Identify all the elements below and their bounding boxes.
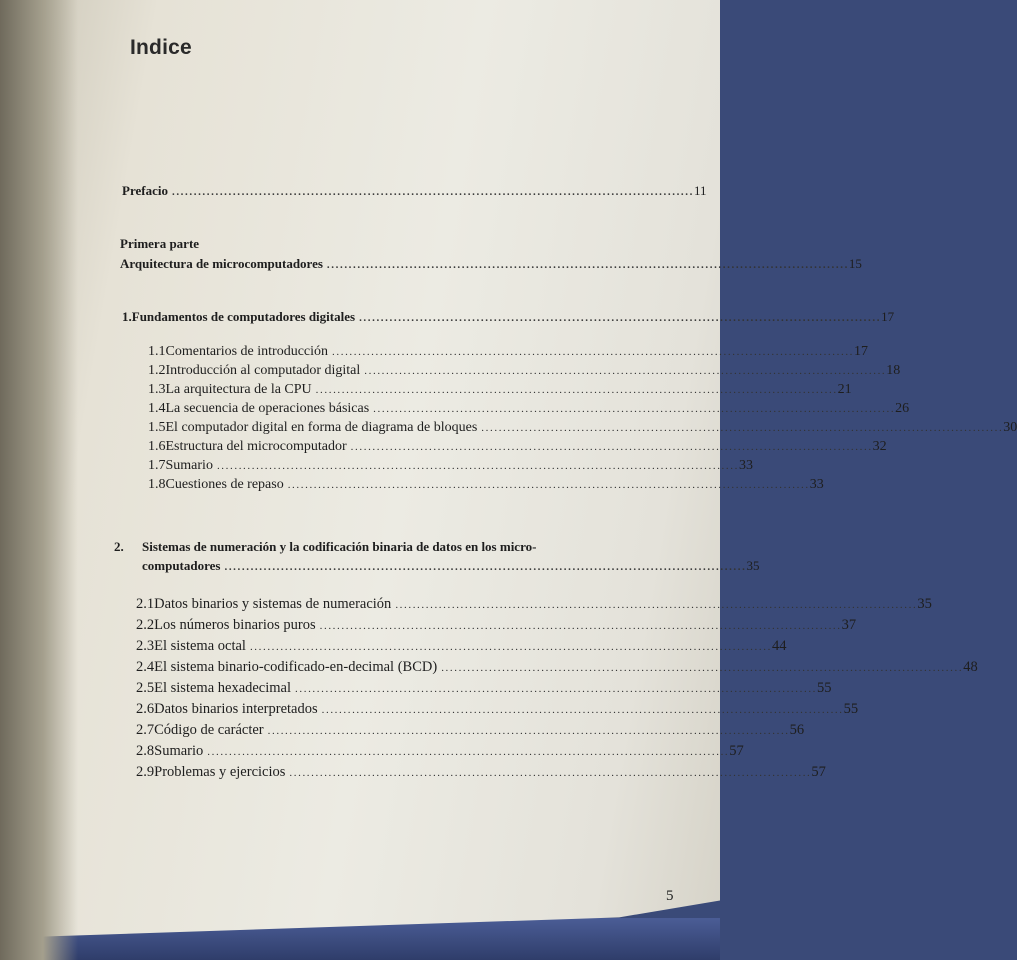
toc-entry-title: Sumario xyxy=(154,743,204,759)
toc-entry-title: Prefacio xyxy=(122,183,168,198)
toc-section xyxy=(136,659,978,676)
toc-section xyxy=(136,617,857,634)
section-number: 1.5 xyxy=(148,420,166,435)
dot-leader: ........................................................................................................................ xyxy=(326,259,849,271)
toc-section xyxy=(148,439,887,455)
dot-leader: ........................................................................................................................ xyxy=(332,346,855,358)
section-number: 2.8 xyxy=(136,743,155,759)
toc-entry-title: Arquitectura de microcomputadores xyxy=(120,256,323,271)
toc-entry-prefacio xyxy=(122,183,707,199)
dot-leader: ........................................................................................................................ xyxy=(171,186,694,198)
section-number: 2.3 xyxy=(136,638,155,654)
toc-entry-page: 37 xyxy=(841,617,857,633)
toc-section xyxy=(136,638,787,655)
dot-leader: ........................................................................................................................ xyxy=(364,365,887,377)
dot-leader: ........................................................................................................................ xyxy=(216,460,739,472)
toc-entry-page: 21 xyxy=(837,382,852,397)
toc-entry-title: Datos binarios y sistemas de numeración xyxy=(154,596,392,612)
section-number: 2.7 xyxy=(136,722,155,738)
chapter-number: 2. xyxy=(114,539,124,554)
toc-section xyxy=(136,701,859,718)
toc-entry-title: El sistema octal xyxy=(154,638,246,654)
toc-entry-page: 57 xyxy=(729,743,744,759)
toc-section xyxy=(148,344,869,360)
dot-leader: ........................................................................................................................ xyxy=(295,683,818,695)
section-number: 1.3 xyxy=(148,382,166,397)
toc-section xyxy=(136,764,826,781)
toc-chapter-2-line1 xyxy=(114,539,536,555)
toc-entry-title: Introducción al computador digital xyxy=(165,363,361,378)
section-number: 2.1 xyxy=(136,596,155,612)
toc-entry-page: 30 xyxy=(1003,420,1017,435)
toc-entry-page: 11 xyxy=(693,183,707,198)
dot-leader: ........................................................................................................................ xyxy=(373,403,896,415)
toc-section xyxy=(148,420,1017,436)
toc-entry-title: El sistema binario-codificado-en-decimal (BCD) xyxy=(154,659,438,675)
toc-entry-title: El sistema hexadecimal xyxy=(154,680,292,696)
section-number: 2.6 xyxy=(136,701,155,717)
dot-leader: ........................................................................................................................ xyxy=(441,662,964,674)
section-number: 2.9 xyxy=(136,764,155,780)
toc-entry-page: 48 xyxy=(963,659,978,675)
toc-entry-page: 17 xyxy=(854,344,869,359)
toc-entry-page: 55 xyxy=(843,701,859,717)
toc-entry-title: Datos binarios interpretados xyxy=(154,701,318,717)
dot-leader: ........................................................................................................................ xyxy=(287,479,810,491)
toc-entry-title: Sistemas de numeración y la codificación binaria de datos en los micro- xyxy=(142,539,537,554)
toc-section xyxy=(136,680,832,697)
dot-leader: ........................................................................................................................ xyxy=(207,746,730,758)
toc-section xyxy=(136,722,805,739)
dot-leader: ........................................................................................................................ xyxy=(249,641,772,653)
toc-section xyxy=(148,458,753,474)
toc-entry-page: 15 xyxy=(848,256,862,271)
toc-entry-page: 44 xyxy=(771,638,787,654)
toc-entry-page: 35 xyxy=(746,558,760,573)
toc-chapter-1 xyxy=(122,309,895,325)
toc-entry-page: 35 xyxy=(917,596,932,612)
section-number: 2.5 xyxy=(136,680,155,696)
toc-section xyxy=(148,477,824,493)
toc-entry-page: 55 xyxy=(817,680,832,696)
toc-section xyxy=(136,596,932,613)
toc-section xyxy=(148,382,852,398)
toc-entry-page: 56 xyxy=(789,722,805,738)
toc-entry-title: Sumario xyxy=(165,458,213,473)
page-number: 5 xyxy=(666,888,674,904)
toc-chapter-2 xyxy=(142,558,760,574)
part-label: Primera parte xyxy=(120,236,200,251)
toc-entry-page: 26 xyxy=(895,401,910,416)
toc-entry-title-continued: computadores xyxy=(142,558,221,573)
section-number: 2.2 xyxy=(136,617,155,633)
section-number: 1.2 xyxy=(148,363,166,378)
toc-section xyxy=(148,363,901,379)
section-number: 1.4 xyxy=(148,401,166,416)
toc-entry-page: 57 xyxy=(811,764,826,780)
section-number: 2.4 xyxy=(136,659,155,675)
toc-section xyxy=(148,401,910,417)
section-number: 1.7 xyxy=(148,458,166,473)
page-title: Indice xyxy=(130,36,192,59)
toc-entry-title: Fundamentos de computadores digitales xyxy=(131,309,356,324)
toc-entry-title: Estructura del microcomputador xyxy=(165,439,347,454)
toc-entry-part xyxy=(120,256,862,272)
section-number: 1.8 xyxy=(148,477,166,492)
dot-leader: ........................................................................................................................ xyxy=(481,422,1004,434)
dot-leader: ........................................................................................................................ xyxy=(319,620,842,632)
toc-entry-title: La arquitectura de la CPU xyxy=(165,382,312,397)
toc-entry-title: Cuestiones de repaso xyxy=(165,477,284,492)
toc-entry-title: El computador digital en forma de diagrama de bloques xyxy=(165,420,478,435)
dot-leader: ........................................................................................................................ xyxy=(224,561,747,573)
dot-leader: ........................................................................................................................ xyxy=(267,725,790,737)
toc-entry-page: 33 xyxy=(809,477,824,492)
toc-entry-title: Los números binarios puros xyxy=(154,617,316,633)
section-number: 1.1 xyxy=(148,344,166,359)
dot-leader: ........................................................................................................................ xyxy=(359,312,882,324)
toc-entry-page: 32 xyxy=(872,439,887,454)
toc-entry-title: La secuencia de operaciones básicas xyxy=(165,401,370,416)
toc-entry-title: Comentarios de introducción xyxy=(165,344,329,359)
dot-leader: ........................................................................................................................ xyxy=(321,704,844,716)
toc-entry-page: 33 xyxy=(738,458,753,473)
toc-entry-page: 18 xyxy=(886,363,901,378)
chapter-number: 1. xyxy=(122,309,132,324)
toc-entry-title: Problemas y ejercicios xyxy=(154,764,286,780)
dot-leader: ........................................................................................................................ xyxy=(395,599,918,611)
section-number: 1.6 xyxy=(148,439,166,454)
toc-section xyxy=(136,743,744,760)
dot-leader: ........................................................................................................................ xyxy=(315,384,838,396)
dot-leader: ........................................................................................................................ xyxy=(350,441,873,453)
toc-entry-title: Código de carácter xyxy=(154,722,264,738)
dot-leader: ........................................................................................................................ xyxy=(289,767,812,779)
toc-entry-page: 17 xyxy=(881,309,895,324)
